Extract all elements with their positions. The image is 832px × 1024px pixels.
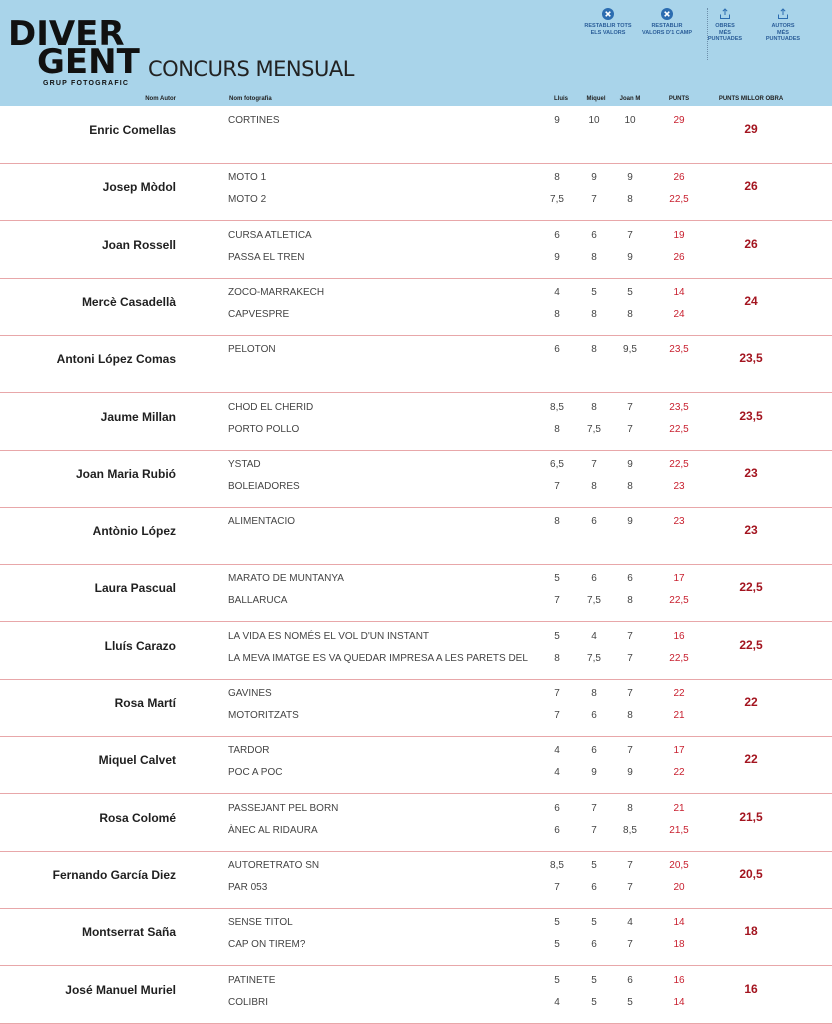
- score-total: 21: [673, 802, 685, 814]
- score-judge3: 7: [627, 652, 633, 664]
- table-row: [0, 221, 832, 279]
- photo-name: CURSA ATLETICA: [228, 229, 312, 241]
- table-row: [0, 794, 832, 852]
- score-judge3: 9: [627, 458, 633, 470]
- photo-name: CORTINES: [228, 115, 280, 126]
- score-judge3: 7: [627, 881, 633, 893]
- photo-name: PATINETE: [228, 974, 276, 986]
- score-judge1: 5: [554, 573, 560, 585]
- score-judge3: 7: [627, 401, 633, 413]
- score-judge1: 5: [554, 917, 560, 929]
- score-judge3: 8: [627, 802, 633, 814]
- score-judge2: 7,5: [587, 423, 601, 435]
- score-judge1: 8: [554, 516, 560, 528]
- score-total: 14: [673, 996, 685, 1008]
- score-total: 20,5: [669, 859, 689, 871]
- score-judge2: 5: [591, 286, 597, 298]
- col-header-best[interactable]: PUNTS MILLOR OBRA: [718, 96, 784, 102]
- best-score: 22: [744, 752, 758, 767]
- author-name: Rosa Martí: [114, 696, 176, 710]
- score-judge1: 8: [554, 652, 560, 664]
- best-score: 26: [744, 179, 758, 194]
- author-name: Antoni López Comas: [56, 352, 176, 367]
- score-total: 22,5: [669, 458, 689, 470]
- close-circle-icon: [602, 8, 614, 20]
- photo-name: PELOTON: [228, 344, 276, 356]
- score-judge2: 10: [588, 115, 600, 126]
- author-name: Enric Comellas: [89, 123, 176, 137]
- photo-name: CAPVESPRE: [228, 308, 290, 320]
- score-total: 22: [673, 688, 685, 699]
- score-judge2: 8: [591, 688, 597, 699]
- score-judge3: 8: [627, 710, 633, 721]
- score-judge2: 8: [591, 251, 597, 263]
- page-title: CONCURS MENSUAL: [148, 57, 354, 81]
- export-authors-button[interactable]: [757, 8, 809, 43]
- photo-name: GAVINES: [228, 688, 272, 699]
- table-row: [0, 736, 832, 794]
- photo-name: MARATO DE MUNTANYA: [228, 573, 344, 585]
- logo-line1: DIVER: [8, 14, 125, 54]
- photo-name: PAR 053: [228, 881, 268, 893]
- score-judge2: 8: [591, 344, 597, 356]
- score-total: 22,5: [669, 595, 689, 607]
- best-score: 20,5: [739, 866, 763, 881]
- author-name: Rosa Colomé: [99, 810, 176, 825]
- score-judge2: 7: [591, 458, 597, 470]
- score-judge2: 6: [591, 710, 597, 721]
- score-total: 17: [673, 573, 685, 585]
- table-row: [0, 507, 832, 565]
- score-judge2: 6: [591, 573, 597, 585]
- score-judge2: 6: [591, 745, 597, 757]
- table-row: [0, 393, 832, 451]
- best-score: 23,5: [739, 408, 763, 423]
- photo-name: ÀNEC AL RIDAURA: [228, 824, 318, 836]
- table-row: [0, 679, 832, 737]
- score-total: 29: [673, 115, 685, 126]
- table-row: [0, 622, 832, 680]
- author-name: Josep Mòdol: [102, 180, 176, 195]
- photo-name: CAP ON TIREM?: [228, 939, 306, 951]
- table-row: [0, 851, 832, 909]
- table-row: [0, 106, 832, 164]
- photo-name: LA VIDA ES NOMÉS EL VOL D'UN INSTANT: [228, 630, 430, 642]
- author-name: Montserrat Saña: [81, 925, 176, 940]
- score-judge3: 5: [627, 996, 633, 1008]
- photo-name: PASSEJANT PEL BORN: [228, 802, 339, 814]
- reset-field-label-1: RESTABLIR: [651, 23, 683, 29]
- score-judge3: 6: [627, 573, 633, 585]
- author-name: Joan Rossell: [101, 237, 176, 252]
- score-judge3: 8: [627, 595, 633, 607]
- export-icon: [777, 8, 789, 20]
- score-judge1: 4: [554, 767, 560, 779]
- photo-name: BOLEIADORES: [228, 480, 300, 492]
- table-row: [0, 335, 832, 393]
- score-judge1: 8: [554, 172, 560, 184]
- photo-name: PASSA EL TREN: [228, 251, 305, 263]
- score-judge3: 8,5: [623, 824, 637, 836]
- score-judge1: 8: [554, 423, 560, 435]
- score-judge2: 7: [591, 824, 597, 836]
- score-judge2: 6: [591, 881, 597, 893]
- logo-subtitle: GRUP FOTOGRAFIC: [43, 80, 130, 87]
- best-score: 22: [744, 695, 758, 709]
- export-works-label-1: OBRES: [715, 23, 735, 29]
- score-total: 14: [673, 286, 685, 298]
- score-total: 23: [673, 480, 685, 492]
- score-judge3: 9: [627, 516, 633, 528]
- score-judge3: 10: [624, 115, 636, 126]
- score-judge1: 7: [554, 595, 560, 607]
- best-score: 21,5: [739, 809, 763, 824]
- score-judge1: 4: [554, 286, 560, 298]
- score-judge3: 7: [627, 745, 633, 757]
- table-row: [0, 908, 832, 966]
- export-icon: [719, 8, 731, 20]
- author-name: Joan Maria Rubió: [75, 466, 176, 481]
- score-total: 22,5: [669, 652, 689, 664]
- score-judge2: 7: [591, 802, 597, 814]
- score-judge2: 9: [591, 767, 597, 779]
- score-judge3: 7: [627, 939, 633, 951]
- score-judge2: 8: [591, 308, 597, 320]
- export-authors-label-3: PUNTUADES: [765, 36, 801, 42]
- author-name: Laura Pascual: [94, 581, 176, 596]
- score-judge2: 8: [591, 401, 597, 413]
- score-judge3: 7: [627, 859, 633, 871]
- reset-all-label-1: RESTABLIR TOTS: [584, 23, 632, 29]
- photo-name: MOTO 1: [228, 172, 267, 184]
- score-judge1: 6,5: [550, 458, 564, 470]
- score-judge1: 8,5: [550, 859, 564, 871]
- score-judge2: 9: [591, 172, 597, 184]
- photo-name: LA MEVA IMATGE ES VA QUEDAR IMPRESA A LES PARETS DEL: [228, 652, 528, 664]
- table-row: [0, 564, 832, 622]
- photo-name: MOTO 2: [228, 194, 267, 206]
- score-judge2: 6: [591, 939, 597, 951]
- score-judge2: 5: [591, 859, 597, 871]
- photo-name: ZOCO-MARRAKECH: [228, 286, 325, 298]
- table-row: [0, 966, 832, 1024]
- score-judge1: 9: [554, 115, 560, 126]
- score-judge1: 5: [554, 630, 560, 642]
- best-score: 22,5: [739, 637, 763, 652]
- score-total: 16: [673, 630, 685, 642]
- photo-name: AUTORETRATO SN: [228, 859, 320, 871]
- score-judge1: 4: [554, 745, 560, 757]
- best-score: 24: [744, 293, 758, 308]
- score-total: 18: [673, 939, 685, 951]
- author-name: Antònio López: [92, 524, 176, 539]
- score-total: 23,5: [669, 401, 689, 413]
- score-judge3: 9: [627, 251, 633, 263]
- score-judge3: 5: [627, 286, 633, 298]
- score-judge2: 7: [591, 194, 597, 206]
- logo-line2: GENT: [37, 42, 140, 82]
- export-authors-label-2: MÉS: [777, 29, 789, 36]
- score-judge3: 9,5: [623, 344, 637, 356]
- score-total: 23,5: [669, 344, 689, 356]
- score-judge3: 7: [627, 688, 633, 699]
- best-score: 18: [744, 924, 758, 939]
- col-header-judge2[interactable]: Miquel: [586, 96, 606, 102]
- photo-name: YSTAD: [228, 458, 261, 470]
- col-header-judge3[interactable]: Joan M: [619, 96, 641, 102]
- score-judge1: 6: [554, 344, 560, 356]
- score-judge2: 4: [591, 630, 597, 642]
- best-score: 23: [744, 465, 758, 480]
- close-circle-icon: [661, 8, 673, 20]
- score-judge3: 7: [627, 423, 633, 435]
- best-score: 29: [744, 122, 758, 136]
- score-judge3: 9: [627, 172, 633, 184]
- photo-name: ALIMENTACIO: [228, 516, 296, 528]
- score-judge1: 6: [554, 802, 560, 814]
- score-judge2: 6: [591, 229, 597, 241]
- score-total: 26: [673, 251, 685, 263]
- score-judge2: 6: [591, 516, 597, 528]
- export-works-label-3: PUNTUADES: [707, 36, 743, 42]
- table-row: [0, 278, 832, 336]
- score-total: 21: [673, 710, 685, 721]
- reset-all-button[interactable]: [582, 8, 634, 36]
- author-name: Jaume Millan: [100, 409, 176, 424]
- export-works-button[interactable]: [699, 8, 751, 43]
- score-judge3: 8: [627, 308, 633, 320]
- table-row: [0, 450, 832, 508]
- score-total: 26: [673, 172, 685, 184]
- photo-name: TARDOR: [228, 745, 270, 757]
- score-judge1: 7,5: [550, 194, 564, 206]
- photo-name: MOTORITZATS: [228, 710, 299, 721]
- score-judge2: 7,5: [587, 652, 601, 664]
- best-score: 26: [744, 236, 758, 251]
- score-judge2: 5: [591, 917, 597, 929]
- score-judge1: 5: [554, 974, 560, 986]
- score-judge1: 5: [554, 939, 560, 951]
- score-judge2: 7,5: [587, 595, 601, 607]
- reset-field-button[interactable]: [641, 8, 693, 36]
- score-judge1: 7: [554, 688, 560, 699]
- col-header-photo[interactable]: Nom fotografia: [229, 96, 272, 102]
- score-total: 23: [673, 516, 685, 528]
- export-authors-label-1: AUTORS: [771, 23, 795, 29]
- score-judge1: 6: [554, 824, 560, 836]
- score-judge3: 7: [627, 630, 633, 642]
- author-name: Lluís Carazo: [104, 638, 176, 653]
- score-judge3: 9: [627, 767, 633, 779]
- photo-name: POC A POC: [228, 767, 283, 779]
- score-judge1: 8,5: [550, 401, 564, 413]
- photo-name: SENSE TITOL: [228, 917, 293, 929]
- score-judge2: 5: [591, 974, 597, 986]
- best-score: 16: [744, 981, 758, 996]
- score-judge1: 9: [554, 251, 560, 263]
- header: [0, 0, 832, 106]
- photo-name: BALLARUCA: [228, 595, 288, 607]
- best-score: 22,5: [739, 580, 763, 595]
- score-judge3: 6: [627, 974, 633, 986]
- score-judge3: 7: [627, 229, 633, 241]
- score-total: 22,5: [669, 194, 689, 206]
- author-name: Mercè Casadellà: [81, 294, 176, 309]
- score-judge2: 8: [591, 480, 597, 492]
- col-header-author[interactable]: Nom Autor: [145, 96, 176, 102]
- export-works-label-2: MÉS: [719, 29, 731, 36]
- score-judge3: 4: [627, 917, 633, 929]
- score-total: 19: [673, 229, 685, 241]
- score-judge1: 4: [554, 996, 560, 1008]
- score-judge2: 5: [591, 996, 597, 1008]
- score-total: 16: [673, 974, 685, 986]
- score-judge3: 8: [627, 194, 633, 206]
- score-judge3: 8: [627, 480, 633, 492]
- score-total: 22: [673, 767, 685, 779]
- score-total: 14: [673, 917, 685, 929]
- col-header-points[interactable]: PUNTS: [668, 96, 690, 102]
- best-score: 23: [744, 523, 758, 538]
- photo-name: PORTO POLLO: [228, 423, 300, 435]
- score-judge1: 7: [554, 480, 560, 492]
- author-name: Miquel Calvet: [98, 753, 176, 768]
- reset-field-label-2: VALORS D'1 CAMP: [641, 29, 693, 36]
- score-total: 24: [673, 308, 685, 320]
- score-judge1: 7: [554, 881, 560, 893]
- best-score: 23,5: [739, 351, 763, 366]
- score-total: 21,5: [669, 824, 689, 836]
- author-name: José Manuel Muriel: [65, 982, 176, 997]
- table-row: [0, 163, 832, 221]
- col-header-judge1[interactable]: Lluis: [553, 96, 568, 102]
- score-judge1: 7: [554, 710, 560, 721]
- score-total: 17: [673, 745, 685, 757]
- score-judge1: 8: [554, 308, 560, 320]
- reset-all-label-2: ELS VALORS: [590, 29, 626, 36]
- score-total: 22,5: [669, 423, 689, 435]
- score-judge1: 6: [554, 229, 560, 241]
- photo-name: CHOD EL CHERID: [228, 401, 314, 413]
- author-name: Fernando García Diez: [52, 867, 176, 882]
- photo-name: COLIBRI: [228, 996, 269, 1008]
- score-total: 20: [673, 881, 685, 893]
